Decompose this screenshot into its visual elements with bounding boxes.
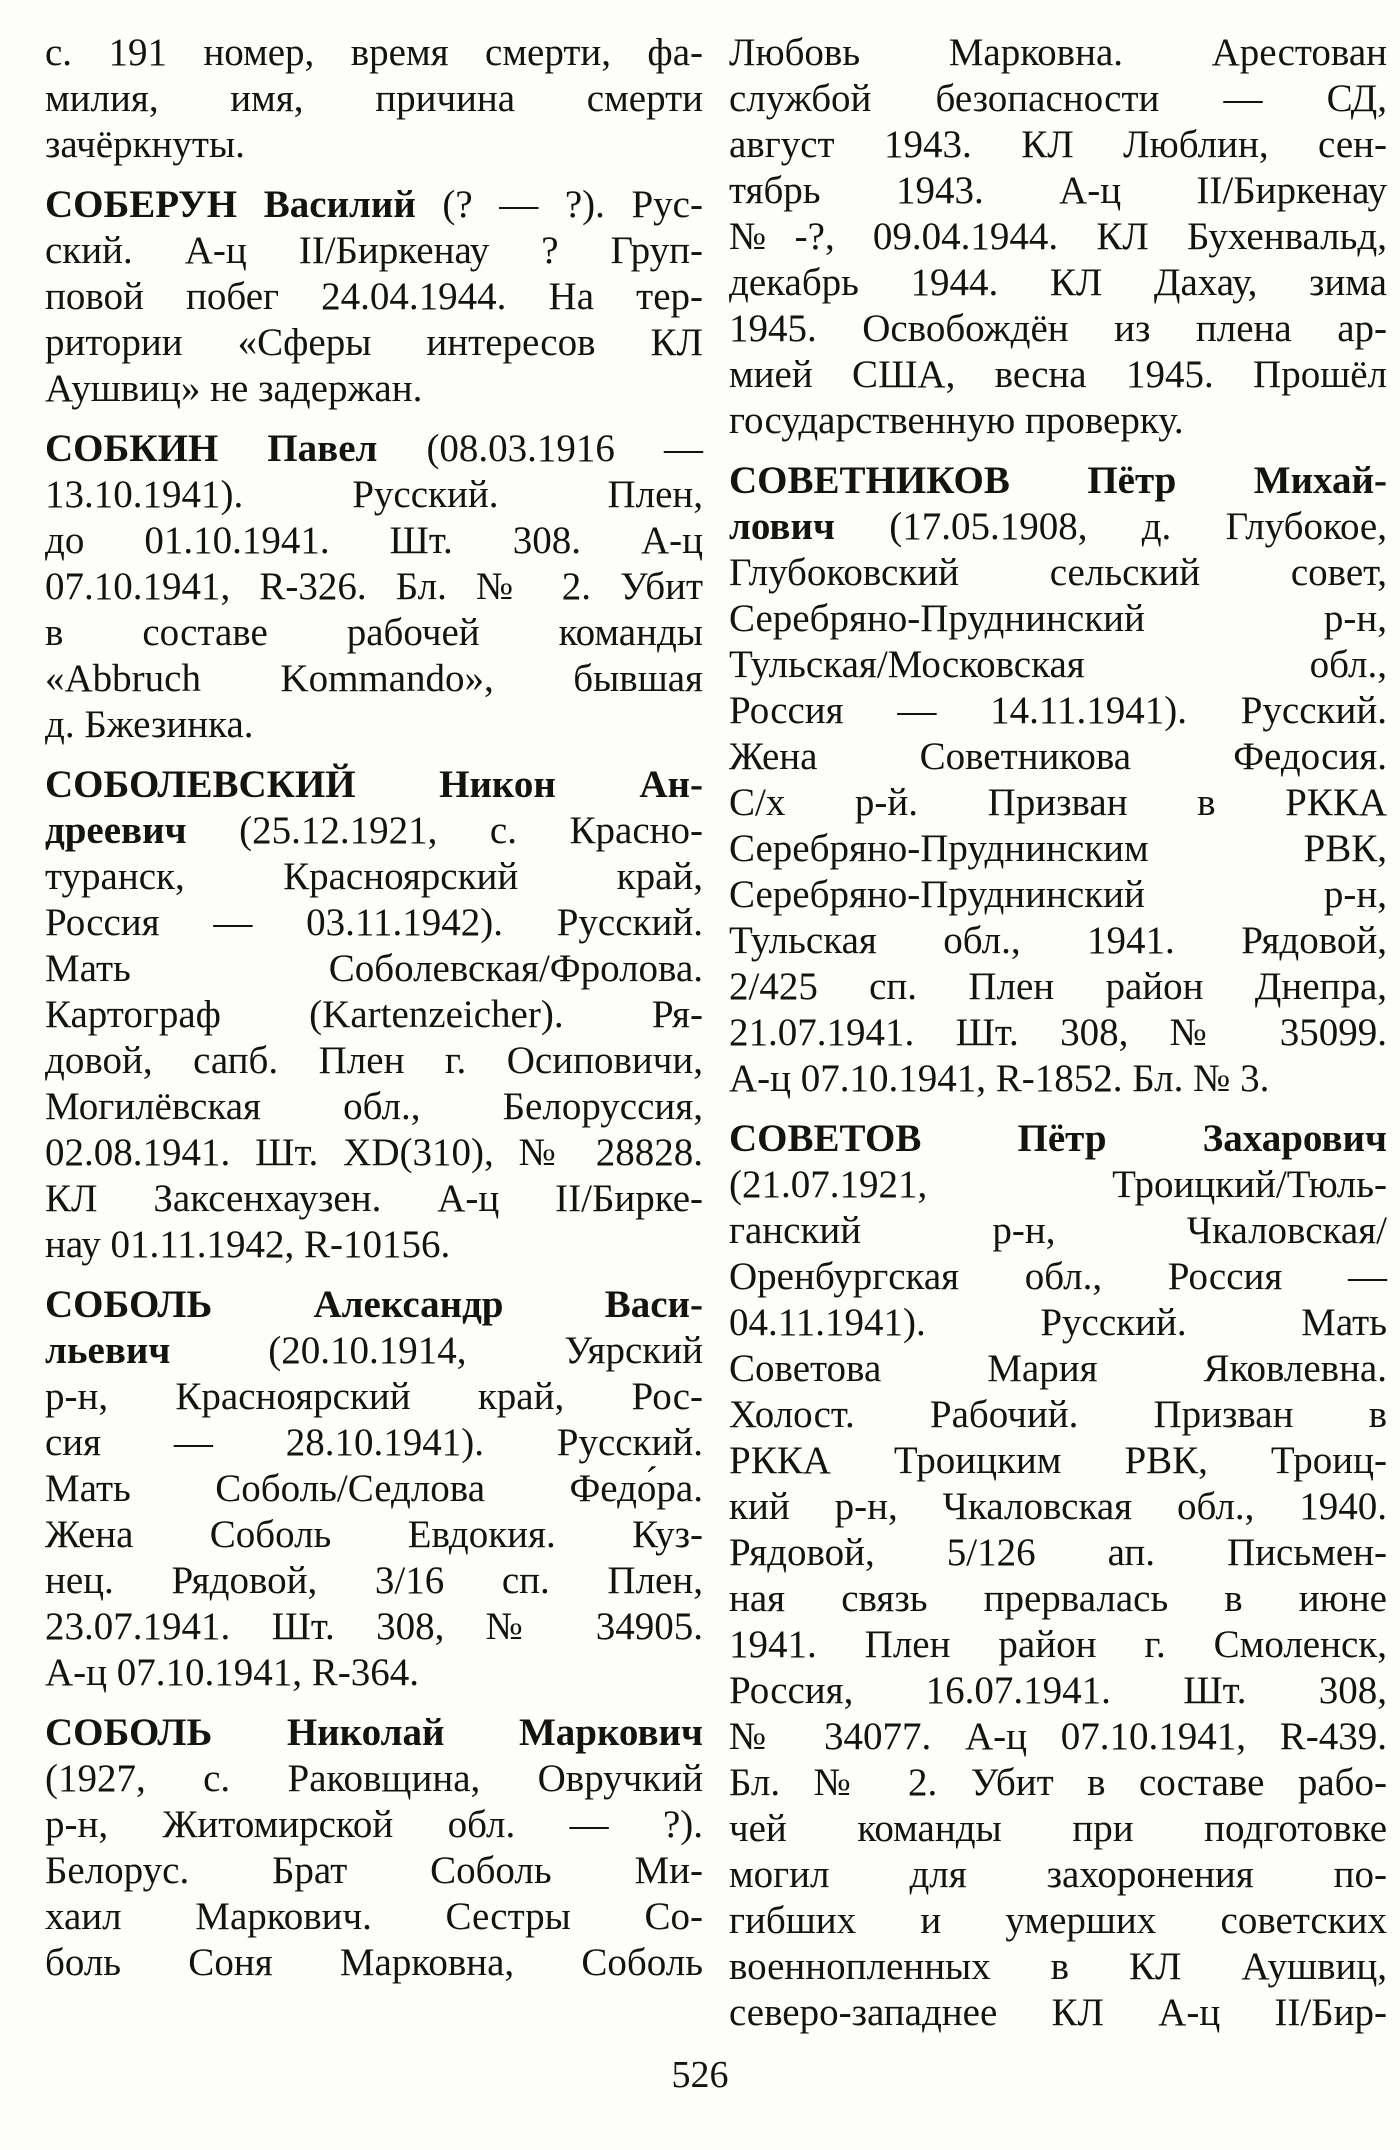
text-line: [729, 596, 1387, 642]
text-run: август 1943. КЛ Люблин, сен-: [729, 123, 1387, 166]
text-run: ский. А-ц II/Биркенау ? Груп-: [45, 229, 703, 272]
text-run: 04.11.1941). Русский. Мать: [729, 1301, 1387, 1344]
entry-paragraph: [729, 458, 1387, 1102]
text-line: [729, 734, 1387, 780]
text-run: 07.10.1941, R-326. Бл. № 2. Убит: [45, 565, 703, 608]
text-run: Тульская/Московская обл.,: [729, 643, 1387, 686]
text-run: Любовь Марковна. Арестован: [729, 31, 1387, 74]
text-line: [45, 610, 703, 656]
text-line: [45, 702, 703, 748]
text-run: Бл. № 2. Убит в составе рабо-: [729, 1761, 1387, 1804]
text-line: [45, 518, 703, 564]
text-run: 23.07.1941. Шт. 308, № 34905.: [45, 1605, 703, 1648]
text-line: [729, 1622, 1387, 1668]
entry-name: СОБЕРУН Василий: [45, 183, 416, 226]
text-run: Тульская обл., 1941. Рядовой,: [729, 919, 1387, 962]
text-line: [45, 1512, 703, 1558]
text-run: кий р-н, Чкаловская обл., 1940.: [729, 1485, 1387, 1528]
text-line: [45, 274, 703, 320]
text-run: хаил Маркович. Сестры Со-: [45, 1895, 703, 1938]
page-number: 526: [671, 2054, 729, 2096]
text-line: [45, 564, 703, 610]
entry-name: СОБКИН Павел: [45, 427, 378, 470]
text-line: [45, 182, 703, 228]
text-run: (08.03.1916 —: [377, 427, 703, 470]
text-line: [729, 168, 1387, 214]
text-line: [729, 1760, 1387, 1806]
text-run: р-н, Красноярский край, Рос-: [45, 1375, 703, 1418]
text-run: 1941. Плен район г. Смоленск,: [729, 1623, 1387, 1666]
entry-paragraph: [45, 426, 703, 748]
text-column-left: [45, 30, 703, 1986]
text-line: [45, 76, 703, 122]
text-run: нец. Рядовой, 3/16 сп. Плен,: [45, 1559, 703, 1602]
text-line: [45, 30, 703, 76]
text-run: (21.07.1921, Троицкий/Тюль-: [729, 1163, 1387, 1206]
text-line: [729, 688, 1387, 734]
text-line: [729, 122, 1387, 168]
text-line: [729, 1300, 1387, 1346]
text-line: [45, 808, 703, 854]
text-run: гибших и умерших советских: [729, 1899, 1387, 1942]
text-run: Глубоковский сельский совет,: [729, 551, 1387, 594]
text-line: [45, 1038, 703, 1084]
text-line: [45, 366, 703, 412]
text-run: сия — 28.10.1941). Русский.: [45, 1421, 703, 1464]
text-line: [45, 1328, 703, 1374]
text-run: № 34077. А-ц 07.10.1941, R-439.: [729, 1715, 1387, 1758]
text-line: [729, 1944, 1387, 1990]
text-line: [729, 1852, 1387, 1898]
text-line: [729, 458, 1387, 504]
text-line: [729, 1806, 1387, 1852]
text-line: [729, 1346, 1387, 1392]
text-line: [45, 228, 703, 274]
text-line: [45, 1558, 703, 1604]
text-line: [729, 1668, 1387, 1714]
text-run: Серебряно-Пруднинский р-н,: [729, 597, 1387, 640]
entry-name: льевич: [45, 1329, 171, 1372]
text-line: [729, 306, 1387, 352]
entry-name: СОВЕТОВ Пётр Захарович: [729, 1117, 1387, 1160]
text-run: (17.05.1908, д. Глубокое,: [834, 505, 1387, 548]
text-run: в составе рабочей команды: [45, 611, 703, 654]
text-run: 2/425 сп. Плен район Днепра,: [729, 965, 1387, 1008]
entry-paragraph: [45, 182, 703, 412]
text-run: С/х р-й. Призван в РККА: [729, 781, 1387, 824]
text-run: военнопленных в КЛ Аушвиц,: [729, 1945, 1387, 1988]
text-run: Рядовой, 5/126 ап. Письмен-: [729, 1531, 1387, 1574]
text-line: [45, 1894, 703, 1940]
text-line: [729, 1010, 1387, 1056]
entry-paragraph: [45, 762, 703, 1268]
text-run: ритории «Сферы интересов КЛ: [45, 321, 703, 364]
entry-name: дреевич: [45, 809, 187, 852]
text-run: Россия, 16.07.1941. Шт. 308,: [729, 1669, 1387, 1712]
entry-paragraph: [729, 1116, 1387, 2036]
text-line: [45, 1176, 703, 1222]
text-line: [45, 1848, 703, 1894]
text-run: ная связь прервалась в июне: [729, 1577, 1387, 1620]
text-line: [729, 1898, 1387, 1944]
text-line: [729, 1438, 1387, 1484]
text-line: [45, 1466, 703, 1512]
text-line: [729, 260, 1387, 306]
text-run: 1945. Освобождён из плена ар-: [729, 307, 1387, 350]
text-run: до 01.10.1941. Шт. 308. А-ц: [45, 519, 703, 562]
text-paragraph: [729, 30, 1387, 444]
text-line: [45, 854, 703, 900]
text-line: [729, 826, 1387, 872]
text-run: довой, сапб. Плен г. Осиповичи,: [45, 1039, 703, 1082]
text-line: [729, 352, 1387, 398]
text-run: №-?, 09.04.1944. КЛ Бухенвальд,: [729, 215, 1387, 258]
text-line: [45, 1130, 703, 1176]
text-run: зачёркнуты.: [45, 123, 245, 166]
text-line: [729, 1056, 1387, 1102]
text-run: Картограф (Kartenzeicher). Ря-: [45, 993, 703, 1036]
text-line: [45, 1940, 703, 1986]
text-line: [45, 1420, 703, 1466]
text-line: [729, 214, 1387, 260]
text-run: мией США, весна 1945. Прошёл: [729, 353, 1387, 396]
text-run: Серебряно-Пруднинский р-н,: [729, 873, 1387, 916]
text-line: [729, 398, 1387, 444]
text-line: [45, 122, 703, 168]
text-run: Мать Соболь/Седлова Федо́ра.: [45, 1467, 703, 1510]
text-run: (? — ?). Рус-: [415, 183, 703, 226]
text-line: [729, 504, 1387, 550]
text-line: [45, 992, 703, 1038]
text-run: А-ц 07.10.1941, R-1852. Бл. № 3.: [729, 1057, 1270, 1100]
text-run: государственную проверку.: [729, 399, 1184, 442]
entry-name: СОВЕТНИКОВ Пётр Михай-: [729, 459, 1387, 502]
text-run: Советова Мария Яковлевна.: [729, 1347, 1387, 1390]
text-line: [45, 900, 703, 946]
text-run: могил для захоронения по-: [729, 1853, 1387, 1896]
text-line: [729, 964, 1387, 1010]
text-line: [45, 1222, 703, 1268]
text-run: с. 191 номер, время смерти, фа-: [45, 31, 703, 74]
text-run: «Abbruch Kommando», бывшая: [45, 657, 703, 700]
text-line: [45, 1650, 703, 1696]
entry-name: СОБОЛЬ Александр Васи-: [45, 1283, 703, 1326]
text-line: [729, 1208, 1387, 1254]
text-line: [45, 1756, 703, 1802]
text-run: Россия — 03.11.1942). Русский.: [45, 901, 703, 944]
text-line: [45, 762, 703, 808]
text-run: (20.10.1914, Уярский: [170, 1329, 703, 1372]
text-run: Белорус. Брат Соболь Ми-: [45, 1849, 703, 1892]
text-line: [729, 918, 1387, 964]
text-run: д. Бжезинка.: [45, 703, 254, 746]
text-run: Россия — 14.11.1941). Русский.: [729, 689, 1387, 732]
text-run: Жена Соболь Евдокия. Куз-: [45, 1513, 703, 1556]
text-run: ганский р-н, Чкаловская/: [729, 1209, 1387, 1252]
text-line: [729, 642, 1387, 688]
text-line: [45, 946, 703, 992]
text-run: Холост. Рабочий. Призван в: [729, 1393, 1387, 1436]
text-line: [729, 872, 1387, 918]
text-run: 02.08.1941. Шт. XD(310), № 28828.: [45, 1131, 703, 1174]
text-run: 13.10.1941). Русский. Плен,: [45, 473, 703, 516]
text-line: [45, 320, 703, 366]
text-column-right: [729, 30, 1387, 2036]
entry-name: лович: [729, 505, 835, 548]
text-line: [45, 1282, 703, 1328]
text-line: [729, 1162, 1387, 1208]
text-run: (25.12.1921, с. Красно-: [186, 809, 703, 852]
text-run: КЛ Заксенхаузен. А-ц II/Бирке-: [45, 1177, 703, 1220]
text-run: Мать Соболевская/Фролова.: [45, 947, 703, 990]
text-run: 21.07.1941. Шт. 308, № 35099.: [729, 1011, 1387, 1054]
text-run: р-н, Житомирской обл. — ?).: [45, 1803, 703, 1846]
text-run: тябрь 1943. А-ц II/Биркенау: [729, 169, 1387, 212]
text-run: чей команды при подготовке: [729, 1807, 1387, 1850]
text-line: [729, 1576, 1387, 1622]
text-run: боль Соня Марковна, Соболь: [45, 1941, 703, 1984]
text-line: [729, 1484, 1387, 1530]
entry-name: СОБОЛЬ Николай Маркович: [45, 1711, 703, 1754]
text-line: [729, 1392, 1387, 1438]
text-line: [45, 1710, 703, 1756]
text-line: [45, 1604, 703, 1650]
text-run: повой побег 24.04.1944. На тер-: [45, 275, 703, 318]
text-run: Серебряно-Пруднинским РВК,: [729, 827, 1387, 870]
text-line: [45, 1084, 703, 1130]
text-run: нау 01.11.1942, R-10156.: [45, 1223, 451, 1266]
text-run: декабрь 1944. КЛ Дахау, зима: [729, 261, 1387, 304]
text-line: [45, 472, 703, 518]
text-line: [729, 1530, 1387, 1576]
text-run: РККА Троицким РВК, Троиц-: [729, 1439, 1387, 1482]
text-line: [729, 30, 1387, 76]
text-run: службой безопасности — СД,: [729, 77, 1387, 120]
text-line: [729, 1714, 1387, 1760]
text-line: [729, 1254, 1387, 1300]
entry-name: СОБОЛЕВСКИЙ Никон Ан-: [45, 763, 703, 806]
entry-paragraph: [45, 1710, 703, 1986]
text-paragraph: [45, 30, 703, 168]
text-line: [45, 1802, 703, 1848]
text-line: [729, 76, 1387, 122]
text-line: [729, 780, 1387, 826]
text-run: Аушвиц» не задержан.: [45, 367, 423, 410]
text-run: северо-западнее КЛ А-ц II/Бир-: [729, 1991, 1387, 2034]
text-run: Жена Советникова Федосия.: [729, 735, 1387, 778]
text-line: [729, 1116, 1387, 1162]
text-line: [729, 550, 1387, 596]
text-line: [45, 426, 703, 472]
text-run: (1927, с. Раковщина, Овручкий: [45, 1757, 703, 1800]
text-line: [729, 1990, 1387, 2036]
text-line: [45, 1374, 703, 1420]
text-run: милия, имя, причина смерти: [45, 77, 703, 120]
text-line: [45, 656, 703, 702]
text-run: Оренбургская обл., Россия —: [729, 1255, 1387, 1298]
entry-paragraph: [45, 1282, 703, 1696]
text-run: туранск, Красноярский край,: [45, 855, 703, 898]
text-run: А-ц 07.10.1941, R-364.: [45, 1651, 420, 1694]
text-run: Могилёвская обл., Белоруссия,: [45, 1085, 703, 1128]
